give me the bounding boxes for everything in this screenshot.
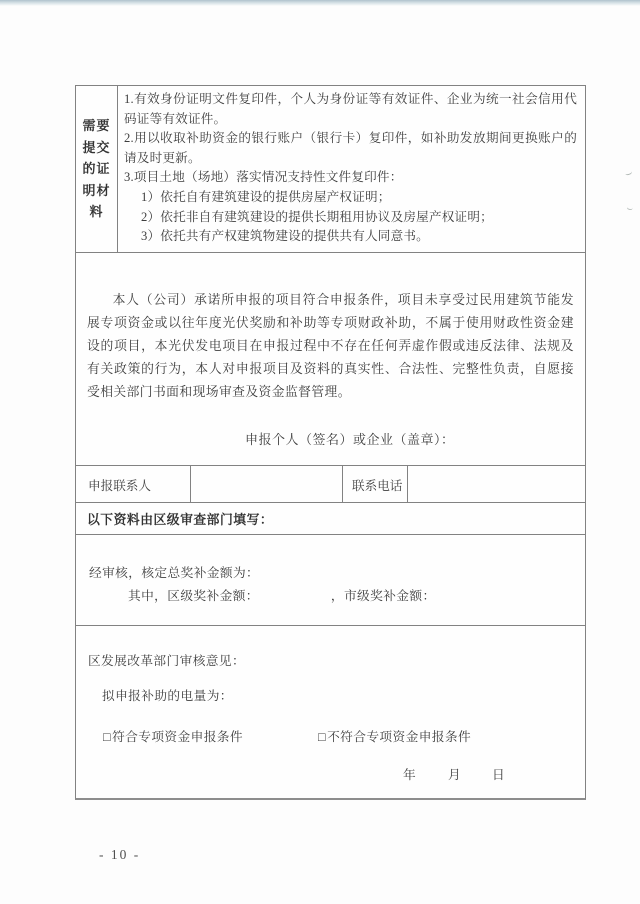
checkbox-eligible-icon[interactable]: □ xyxy=(103,730,112,744)
not-eligible-label: 不符合专项资金申报条件 xyxy=(327,730,472,744)
contact-phone-input[interactable] xyxy=(408,466,585,502)
district-fill-header-row xyxy=(76,503,585,535)
materials-subitem-1: 1）依托自有建筑建设的提供房屋产权证明； xyxy=(141,189,391,204)
materials-label: 需要提交的证明材料 xyxy=(82,118,111,220)
materials-subitem-3: 3）依托共有产权建筑物建设的提供共有人同意书。 xyxy=(141,229,429,244)
city-amount-fill-area[interactable] xyxy=(436,590,526,604)
materials-item-2: 2.用以收取补助资金的银行账户（银行卡）复印件，如补助发放期间更换账户的请及时更新。 xyxy=(124,131,577,165)
power-amount-label: 拟申报补助的电量为： xyxy=(102,689,233,703)
power-amount-line xyxy=(102,685,343,704)
date-year-label: 年 xyxy=(403,768,417,782)
signature-fill-area[interactable] xyxy=(455,433,585,448)
checkbox-not-eligible-icon[interactable]: □ xyxy=(318,730,327,744)
district-fill-header: 以下资料由区级审查部门填写： xyxy=(87,513,274,527)
declaration-row xyxy=(76,253,585,466)
date-day-label: 日 xyxy=(492,768,506,782)
materials-row xyxy=(76,86,585,253)
review-opinion-row xyxy=(76,626,585,798)
audited-amounts-row xyxy=(76,535,585,626)
materials-content-cell xyxy=(118,86,585,252)
review-opinion-label: 区发展改革部门审核意见： xyxy=(88,654,246,668)
signature-line xyxy=(245,429,585,448)
contact-row xyxy=(76,466,585,503)
contact-name-input[interactable] xyxy=(191,466,343,502)
contact-name-label: 申报联系人 xyxy=(88,478,151,493)
signature-label: 申报个人（签名）或企业（盖章）： xyxy=(245,432,455,447)
contact-phone-label-cell xyxy=(343,466,408,502)
eligible-option xyxy=(103,726,243,745)
application-form-table xyxy=(75,85,586,800)
eligible-label: 符合专项资金申报条件 xyxy=(112,730,243,744)
city-amount-label: ，市级奖补金额： xyxy=(330,589,436,603)
declaration-paragraph: 本人（公司）承诺所申报的项目符合申报条件，项目未享受过民用建筑节能发展专项资金或以往年度光伏奖励和补助等专项财政补助，不属于使用财政性资金建设的项目，本光伏发电项目在申报过程中不存在任何弄虚作假或违反法律、法规及有关政策的行为，本人对申报项目及资料的真实性、合法性、完整性负责，自愿接受相关部门书面和现场审查及资金监督管理。 xyxy=(87,293,574,399)
scanner-edge-shadow xyxy=(0,0,640,6)
scan-artifact xyxy=(624,169,632,176)
date-month-label: 月 xyxy=(448,768,462,782)
materials-item-1: 1.有效身份证明文件复印件，个人为身份证等有效证件、企业为统一社会信用代码证等有效证件。 xyxy=(124,92,577,126)
materials-subitem-2: 2）依托非自有建筑建设的提供长期租用协议及房屋产权证明； xyxy=(141,209,493,224)
not-eligible-option xyxy=(318,726,471,745)
scan-artifact xyxy=(626,203,633,210)
power-amount-fill-area[interactable] xyxy=(233,690,343,704)
materials-label-cell xyxy=(76,86,118,252)
contact-name-label-cell xyxy=(76,466,191,502)
district-amount-label: 其中，区级奖补金额： xyxy=(128,589,259,603)
page-number: - 10 - xyxy=(99,847,141,862)
audit-total-line xyxy=(89,562,359,581)
split-amounts-line xyxy=(128,585,526,604)
audit-total-label: 经审核，核定总奖补金额为： xyxy=(89,566,260,580)
district-amount-fill-area[interactable] xyxy=(259,590,331,604)
materials-item-3: 3.项目土地（场地）落实情况支持性文件复印件： xyxy=(124,170,403,185)
contact-phone-label: 联系电话 xyxy=(352,478,403,493)
total-amount-fill-area[interactable] xyxy=(259,567,359,581)
